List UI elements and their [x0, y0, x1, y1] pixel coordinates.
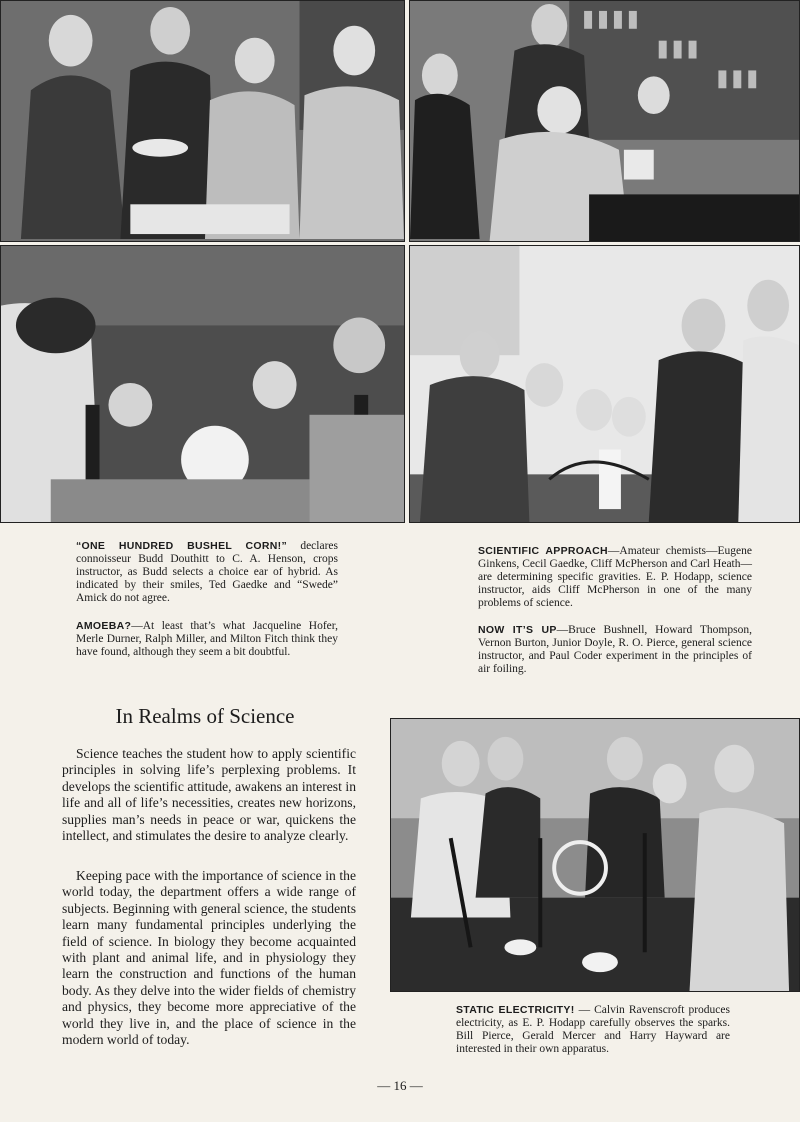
- caption-now-up-lead: NOW IT’S UP: [478, 624, 557, 636]
- caption-static-lead: STATIC ELECTRICITY!: [456, 1004, 575, 1016]
- caption-scientific-lead: SCIENTIFIC APPROACH: [478, 545, 608, 557]
- caption-static-electricity: [456, 1004, 730, 1056]
- section-title: In Realms of Science: [115, 704, 295, 728]
- caption-amoeba: [76, 620, 338, 659]
- photo-microscope-students: [0, 245, 405, 523]
- body-paragraph: Science teaches the student how to apply scientific principles in solving life’s perplexing problems. It develops the scientific attitude, awakens an interest in life and all of life’s necessities, creates new horizons, supplies man’s needs in peace or war, quickens the intellect, and stimulates the desire to analyze clearly.: [62, 746, 356, 844]
- caption-amoeba-lead: AMOEBA?: [76, 620, 132, 632]
- photo-corn-students: [0, 0, 405, 242]
- photo-static-electricity: [390, 718, 800, 992]
- caption-corn-text: declares connoisseur Budd Douthitt to C. A. Henson, crops instructor, as Budd selects a choice ear of hybrid. As indicated by their smiles, Ted Gaedke and “Swede” Amick do not agree.: [76, 540, 338, 604]
- caption-amoeba-text: —At least that’s what Jacqueline Hofer, Merle Durner, Ralph Miller, and Milton Fitch think they have found, although they seem a bit doubtful.: [76, 620, 338, 658]
- page-number: — 16 —: [377, 1078, 423, 1093]
- photo-chemistry-lab: [409, 0, 800, 242]
- body-paragraph: Keeping pace with the importance of science in the world today, the department offers a wide range of subjects. Beginning with general science, the students learn many fundamental principles underlying the field of science. In biology they become acquainted with plant and animal life, and in physiology they learn the construction and functions of the human body. As they delve into the wider fields of chemistry and physics, they become more appreciative of the world they live in, and the place of science in the modern world of today.: [62, 868, 356, 1048]
- caption-now-its-up: [478, 624, 752, 676]
- photo-air-foiling-demo: [409, 245, 800, 523]
- caption-corn-lead: “ONE HUNDRED BUSHEL CORN!”: [76, 540, 288, 552]
- caption-now-up-text: —Bruce Bushnell, Howard Thompson, Vernon Burton, Junior Doyle, R. O. Pierce, general science instructor, and Paul Coder experiment in the principles of air foiling.: [478, 624, 752, 675]
- caption-scientific-approach: [478, 545, 752, 610]
- caption-corn: [76, 540, 338, 605]
- caption-scientific-text: —Amateur chemists—Eugene Ginkens, Cecil Gaedke, Cliff McPherson and Carl Heath—are determining specific gravities. E. P. Hodapp, science instructor, aids Cliff McPherson in one of the many problems of science.: [478, 545, 752, 609]
- caption-static-text: — Calvin Ravenscroft produces electricity, as E. P. Hodapp carefully observes the sparks. Bill Pierce, Gerald Mercer and Harry Hayward are interested in their own apparatus.: [456, 1004, 730, 1055]
